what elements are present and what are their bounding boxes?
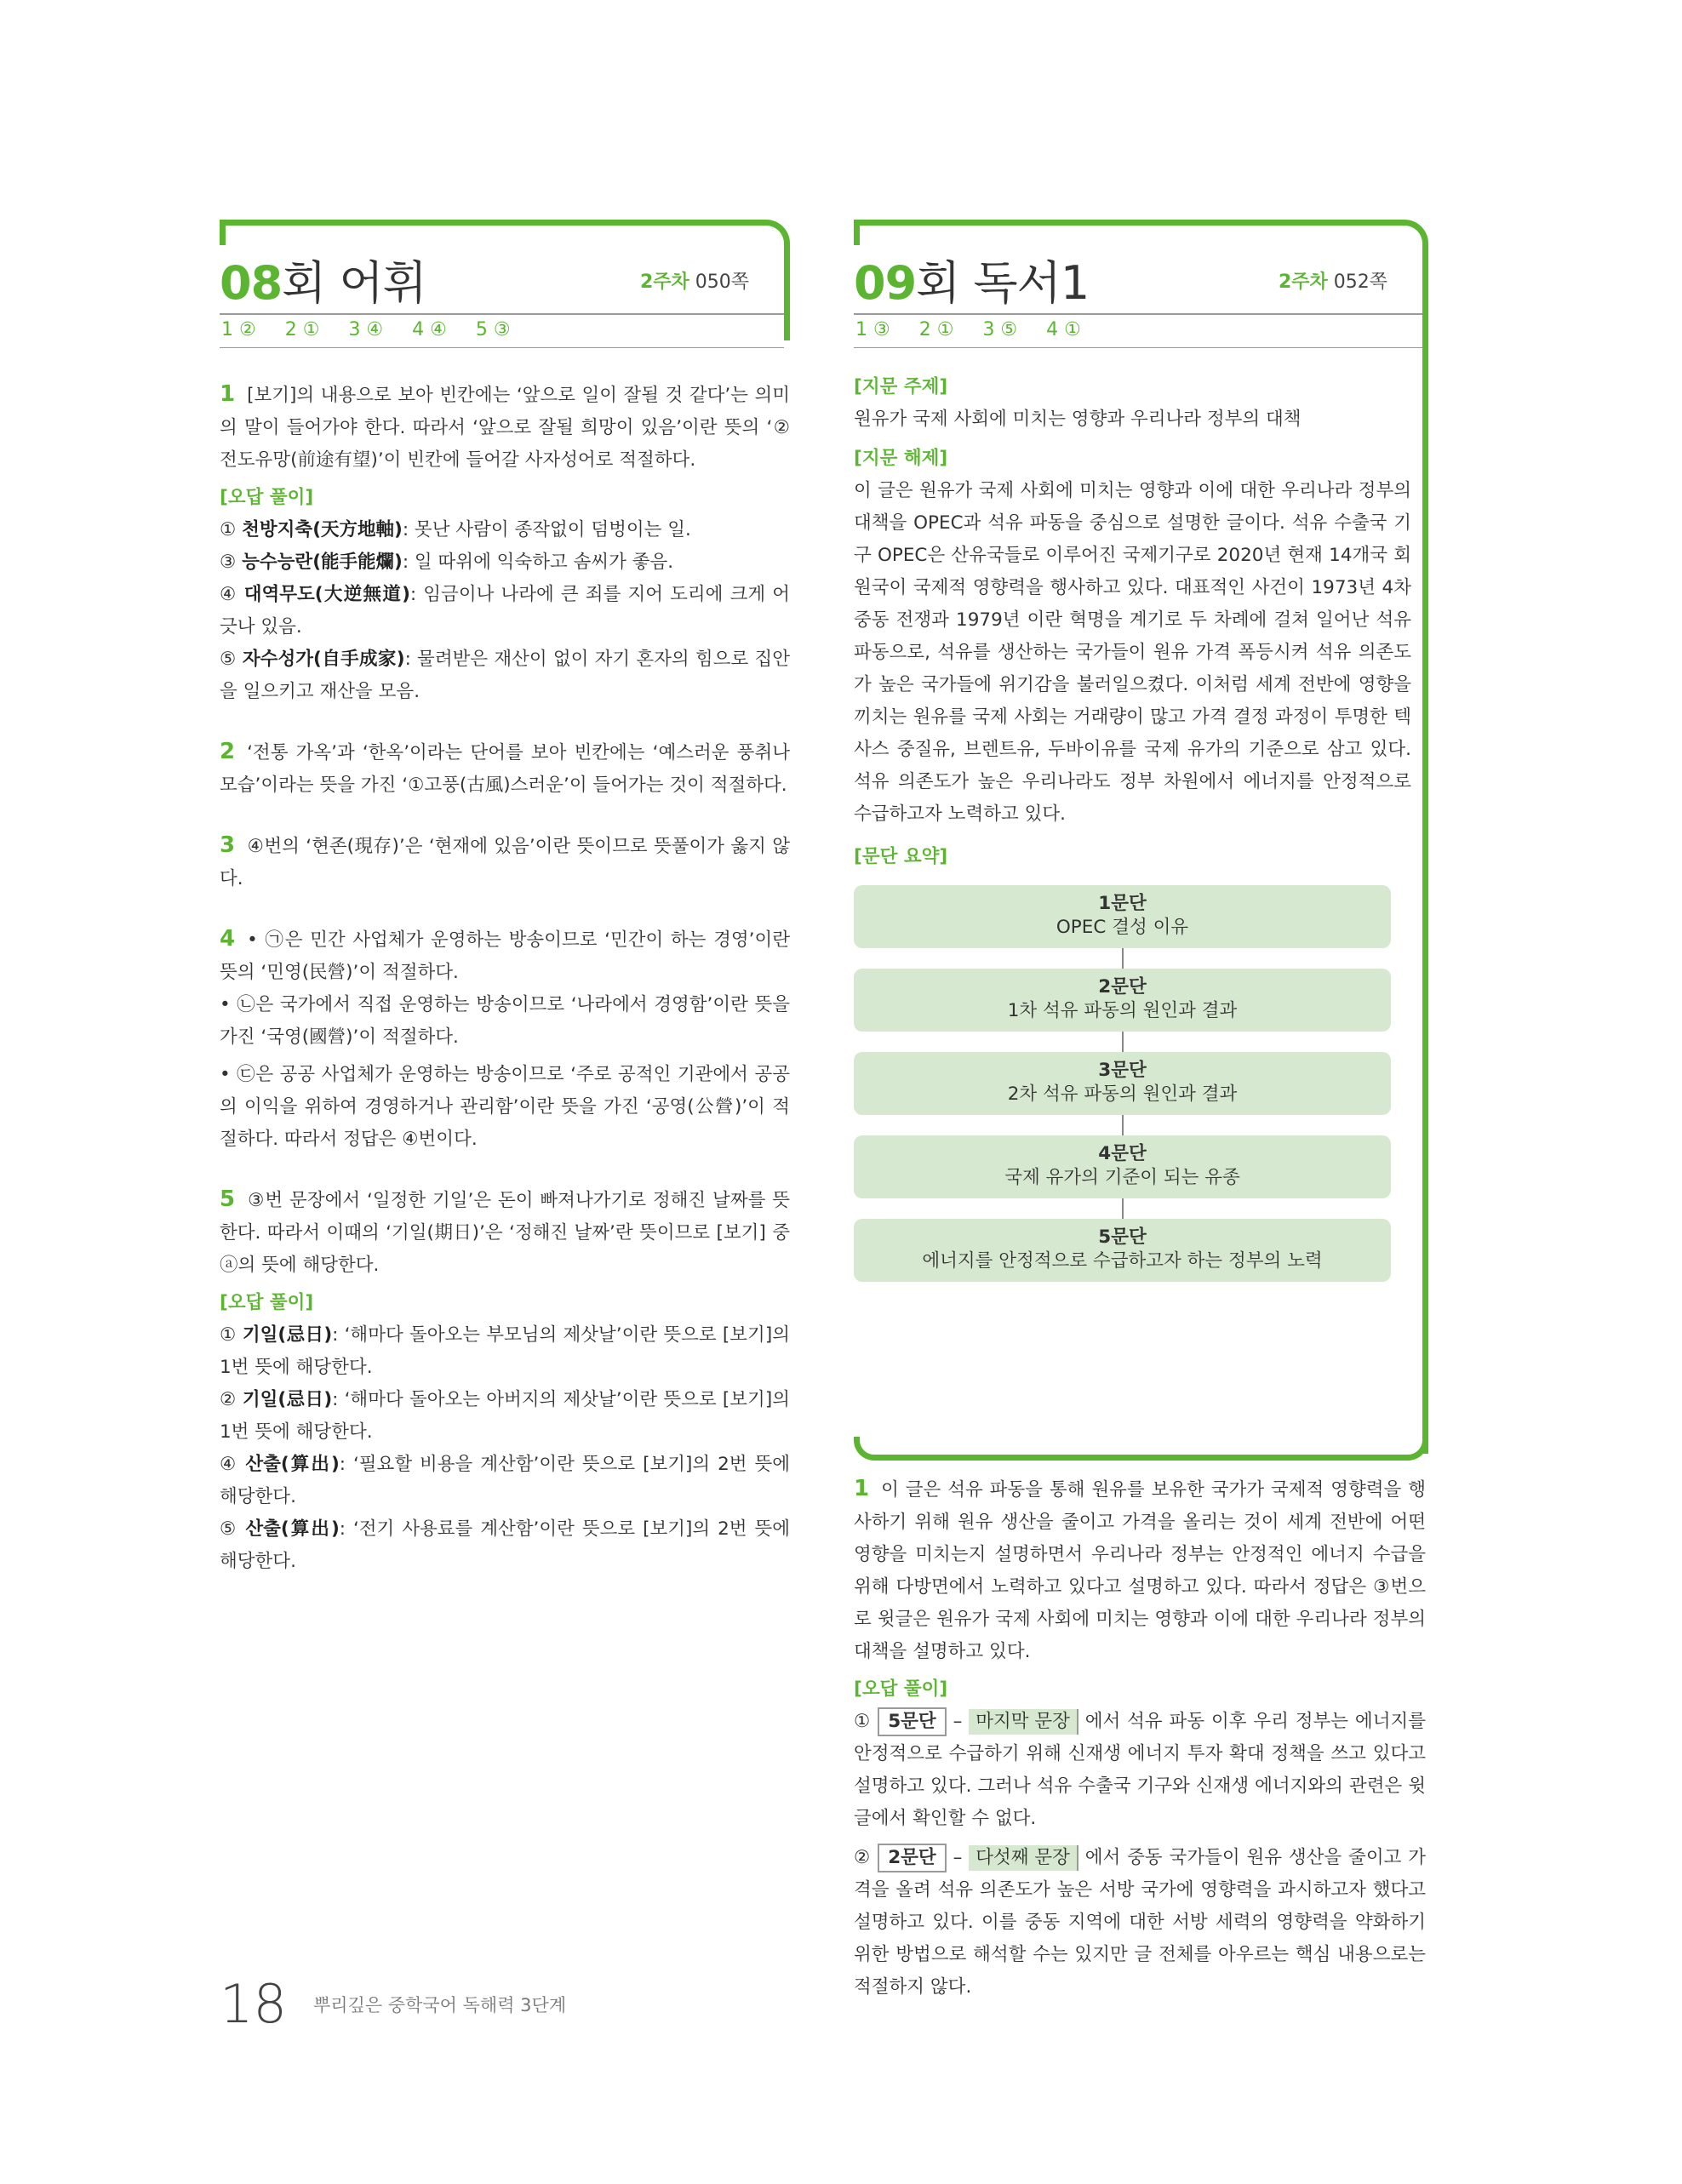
flow-box: 4문단 국제 유가의 기준이 되는 유종 <box>854 1135 1391 1198</box>
flow-box: 1문단 OPEC 결성 이유 <box>854 885 1391 948</box>
wrong-answer-item: ② 기일(忌日): ‘해마다 돌아오는 아버지의 제삿날’이란 뜻으로 [보기]의 1번 뜻에 해당한다. <box>220 1389 790 1443</box>
week-page: 2주차 052쪽 <box>1278 272 1387 293</box>
wrong-answer-item: ③ 능수능란(能手能爛): 일 따위에 익숙하고 솜씨가 좋음. <box>220 552 674 573</box>
section-title: 08회 어휘 <box>220 256 426 310</box>
book-title: 뿌리깊은 중학국어 독해력 3단계 <box>313 1994 567 2015</box>
flow-box: 3문단 2차 석유 파동의 원인과 결과 <box>854 1052 1391 1115</box>
left-column <box>220 220 790 1578</box>
sentence-highlight: 다섯째 문장 <box>969 1845 1078 1871</box>
question-2: 2 ‘전통 가옥’과 ‘한옥’이라는 단어를 보아 빈칸에는 ‘예스러운 풍취나 모습’이라는 뜻을 가진 ‘①고풍(古風)스러운’이 들어가는 것이 적절하다. <box>220 739 790 796</box>
wrong-answer-item: ① 5문단 – 마지막 문장 에서 석유 파동 이후 우리 정부는 에너지를 안정적으로 수급하기 위해 신재생 에너지 투자 확대 정책을 쓰고 있다고 설명하고 있다. 그러나 석유 수출국 기구와 신재생 에너지와의 관련은 윗글에서 확인할 수 없다. <box>854 1706 1426 1835</box>
box-frame-bottom <box>854 1437 1428 1461</box>
right-column <box>854 220 1428 1998</box>
answer-key: 1 ③ 2 ① 3 ⑤ 4 ① <box>855 319 1081 340</box>
paragraph-tag: 5문단 <box>878 1707 947 1736</box>
section-title: 09회 독서1 <box>854 256 1090 310</box>
passage-summary-box: [지문 주제] 원유가 국제 사회에 미치는 영향과 우리나라 정부의 대책 [지문 해제] 이 글은 원유가 국제 사회에 미치는 영향과 이에 대한 우리나라 정부의 대책을 OPEC과 석유 파동을 중심으로 설명한 글이다. 석유 수출국 기구 OPEC은 산유국들로 이루어진 국제기구로 2020년 현재 14개국 회원국이 국제적 영향력을 행사하고 있다. 대표적인 사건이 1973년 4차 중동 전쟁과 1979년 이란 혁명을 계기로 두 차례에 걸쳐 일어난 석유 파동으로, 석유를 생산하는 국가들이 원유 가격 폭등시켜 석유 의존도가 높은 국가들에 위기감을 불러일으켰다. 이처럼 세계 전반에 영향을 끼치는 원유를 국제 사회는 거래량이 많고 가격 결정 과정이 투명한 텍사스 중질유, 브렌트유, 두바이유를 국제 유가의 기준으로 삼고 있다. 석유 의존도가 높은 우리나라도 정부 차원에서 에너지를 안정적으로 수급하고자 노력하고 있다. [문단 요약] 1문단 OPEC 결성 이유 2문단 1차 석유 파동의 원인과 결과 3문단 2차 석유 파동의 원인과 결과 4문단 국제 유가의 기준이 되는 유종 5문단 에너지를 안정적으로 수급하고자 하는 정부의 노력 <box>854 371 1411 1282</box>
sentence-highlight: 마지막 문장 <box>969 1709 1078 1735</box>
question-4: 4 • ㉠은 민간 사업체가 운영하는 방송이므로 ‘민간이 하는 경영’이란 뜻의 ‘민영(民營)’이 적절하다. • ㉡은 국가에서 직접 운영하는 방송이므로 ‘나라에서 경영함’이란 뜻을 가진 ‘국영(國營)’이 적절하다. • ㉢은 공공 사업체가 운영하는 방송이므로 ‘주로 공적인 기관에서 공공의 이익을 위하여 경영하거나 관리함’이란 뜻을 가진 ‘공영(公營)’이 적절하다. 따라서 정답은 ④번이다. <box>220 926 790 1150</box>
section-header-08 <box>220 220 790 340</box>
question-3: 3 ④번의 ‘현존(現存)’은 ‘현재에 있음’이란 뜻이므로 뜻풀이가 옳지 않다. <box>220 832 790 889</box>
week-page: 2주차 050쪽 <box>639 272 749 293</box>
page-number: 18 <box>220 1973 287 2035</box>
box-frame-side <box>1422 337 1428 1454</box>
answer-key: 1 ② 2 ① 3 ④ 4 ④ 5 ③ <box>221 319 511 340</box>
paragraph-tag: 2문단 <box>878 1844 947 1872</box>
wrong-answer-item: ⑤ 산출(算出): ‘전기 사용료를 계산함’이란 뜻으로 [보기]의 2번 뜻에 해당한다. <box>220 1518 790 1572</box>
question-1: 1 [보기]의 내용으로 보아 빈칸에는 ‘앞으로 일이 잘될 것 같다’는 의미의 말이 들어가야 한다. 따라서 ‘앞으로 잘될 희망이 있음’이란 뜻의 ‘② 전도유망(前途有望)’이 빈칸에 들어갈 사자성어로 적절하다. [오답 풀이] ① 천방지축(天方地軸): 못난 사람이 종작없이 덤벙이는 일. ③ 능수능란(能手能爛): 일 따위에 익숙하고 솜씨가 좋음. ④ 대역무도(大逆無道): 임금이나 나라에 큰 죄를 지어 도리에 크게 어긋나 있음. ⑤ 자수성가(自手成家): 물려받은 재산이 없이 자기 혼자의 힘으로 집안을 일으키고 재산을 모음. <box>220 378 790 708</box>
section-header-09 <box>854 220 1428 340</box>
page-footer <box>220 1973 566 2035</box>
wrong-answer-item: ④ 산출(算出): ‘필요할 비용을 계산함’이란 뜻으로 [보기]의 2번 뜻에 해당한다. <box>220 1454 790 1507</box>
wrong-answer-item: ① 천방지축(天方地軸): 못난 사람이 종작없이 덤벙이는 일. <box>220 519 691 540</box>
wrong-answer-item: ① 기일(忌日): ‘해마다 돌아오는 부모님의 제삿날’이란 뜻으로 [보기]의 1번 뜻에 해당한다. <box>220 1324 790 1378</box>
flow-box: 5문단 에너지를 안정적으로 수급하고자 하는 정부의 노력 <box>854 1219 1391 1282</box>
question-1-explanation: 1 이 글은 석유 파동을 통해 원유를 보유한 국가가 국제적 영향력을 행사하기 위해 원유 생산을 줄이고 가격을 올리는 것이 세계 전반에 어떤 영향을 미치는지 설명하면서 우리나라 정부는 안정적인 에너지 수급을 위해 다방면에서 노력하고 있다고 설명하고 있다. 따라서 정답은 ③번으로 윗글은 원유가 국제 사회에 미치는 영향과 이에 대한 우리나라 정부의 대책을 설명하고 있다. [오답 풀이] ① 5문단 – 마지막 문장 에서 석유 파동 이후 우리 정부는 에너지를 안정적으로 수급하기 위해 신재생 에너지 투자 확대 정책을 쓰고 있다고 설명하고 있다. 그러나 석유 수출국 기구와 신재생 에너지와의 관련은 윗글에서 확인할 수 없다. ② 2문단 – 다섯째 문장 에서 중동 국가들이 원유 생산을 줄이고 가격을 올려 석유 의존도가 높은 서방 국가에 영향력을 과시하고자 했다고 설명하고 있다. 이를 중동 지역에 대한 서방 세력의 영향력을 약화하기 위한 방법으로 해석할 수는 있지만 글 전체를 아우르는 핵심 내용으로는 적절하지 않다. <box>854 1472 1426 2004</box>
question-5: 5 ③번 문장에서 ‘일정한 기일’은 돈이 빠져나가기로 정해진 날짜를 뜻한다. 따라서 이때의 ‘기일(期日)’은 ‘정해진 날짜’란 뜻이므로 [보기] 중 ⓐ의 뜻에 해당한다. [오답 풀이] ① 기일(忌日): ‘해마다 돌아오는 부모님의 제삿날’이란 뜻으로 [보기]의 1번 뜻에 해당한다. ② 기일(忌日): ‘해마다 돌아오는 아버지의 제삿날’이란 뜻으로 [보기]의 1번 뜻에 해당한다. ④ 산출(算出): ‘필요할 비용을 계산함’이란 뜻으로 [보기]의 2번 뜻에 해당한다. ⑤ 산출(算出): ‘전기 사용료를 계산함’이란 뜻으로 [보기]의 2번 뜻에 해당한다. <box>220 1183 790 1578</box>
flow-box: 2문단 1차 석유 파동의 원인과 결과 <box>854 969 1391 1032</box>
paragraph-flow <box>854 885 1391 1282</box>
wrong-answer-item: ④ 대역무도(大逆無道): 임금이나 나라에 큰 죄를 지어 도리에 크게 어긋나 있음. <box>220 584 791 637</box>
wrong-answer-item: ② 2문단 – 다섯째 문장 에서 중동 국가들이 원유 생산을 줄이고 가격을 올려 석유 의존도가 높은 서방 국가에 영향력을 과시하고자 했다고 설명하고 있다. 이를 중동 지역에 대한 서방 세력의 영향력을 약화하기 위한 방법으로 해석할 수는 있지만 글 전체를 아우르는 핵심 내용으로는 적절하지 않다. <box>854 1842 1426 2004</box>
wrong-answer-item: ⑤ 자수성가(自手成家): 물려받은 재산이 없이 자기 혼자의 힘으로 집안을 일으키고 재산을 모음. <box>220 649 790 702</box>
